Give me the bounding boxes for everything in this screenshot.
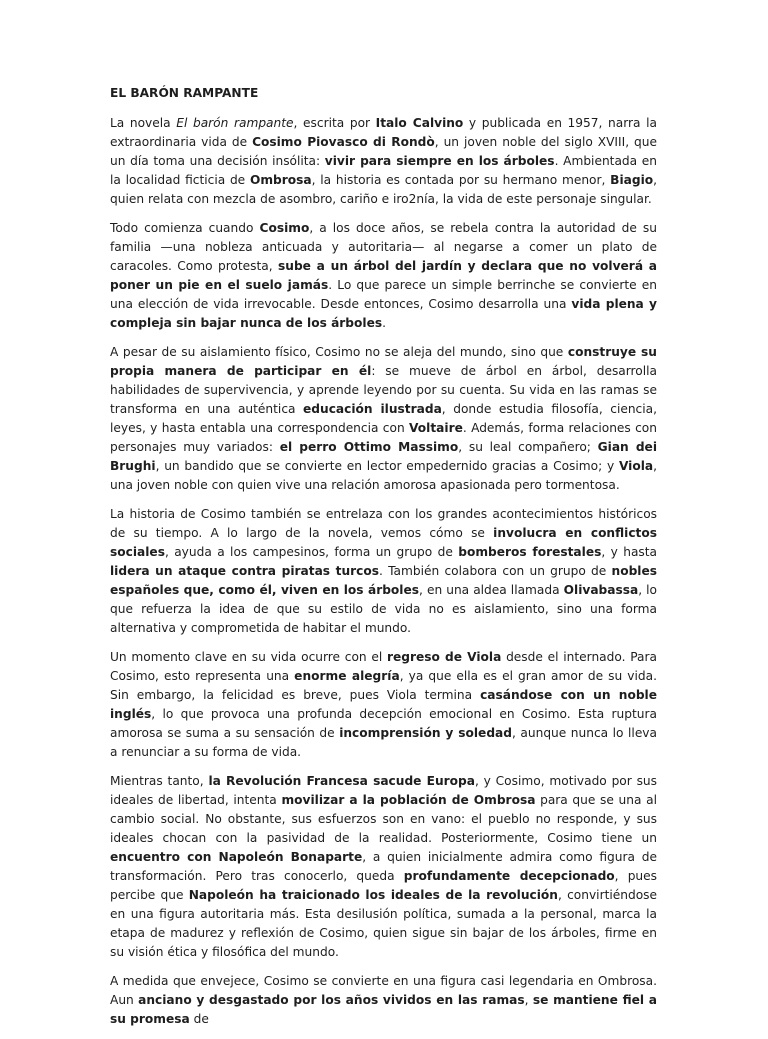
paragraph-text: , un joven noble del siglo XVIII, que un día toma una decisión insólita: <box>110 135 657 168</box>
bold-text: profundamente decepcionado <box>403 869 615 883</box>
bold-text: casándose con un noble inglés <box>110 688 658 721</box>
paragraph-text: , lo que refuerza la idea de que su estilo de vida no es aislamiento, sino una forma alternativa y comprometida de habitar el mundo. <box>110 583 658 635</box>
bold-text: anciano y desgastado por los años vividos en las ramas <box>138 993 525 1007</box>
paragraph-text: de <box>189 1012 209 1026</box>
paragraph <box>110 114 657 209</box>
bold-text: el perro Ottimo Massimo <box>279 440 459 454</box>
bold-text: educación ilustrada <box>303 402 442 416</box>
bold-text: regreso de Viola <box>387 650 502 664</box>
paragraph-text: , su leal compañero; <box>458 440 598 454</box>
bold-text: Cosimo <box>259 221 310 235</box>
paragraph-text: : se mueve de árbol en árbol, desarrolla habilidades de supervivencia, y aprende leyendo por su cuenta. Su vida en las ramas se transforma en una auténtica <box>110 364 657 416</box>
bold-text: bomberos forestales <box>458 545 602 559</box>
bold-text: se mantiene fiel a su promesa <box>110 993 657 1026</box>
document-page <box>110 84 657 1039</box>
paragraph-text: , escrita por <box>293 116 376 130</box>
paragraph-text: La novela <box>110 116 177 130</box>
paragraph-text: , en una aldea llamada <box>419 583 564 597</box>
paragraph-text: , una joven noble con quien vive una relación amorosa apasionada pero tormentosa. <box>110 459 657 492</box>
paragraph <box>110 505 657 638</box>
paragraph-text: y publicada en 1957, narra la extraordinaria vida de <box>110 116 657 149</box>
paragraph-text: , ayuda a los campesinos, forma un grupo de <box>164 545 459 559</box>
paragraph-text: La historia de Cosimo también se entrelaza con los grandes acontecimientos históricos de su tiempo. A lo largo de la novela, vemos cómo se <box>110 507 657 540</box>
paragraph-text: desde el internado. Para Cosimo, esto representa una <box>110 650 657 683</box>
paragraph-text: . También colabora con un grupo de <box>379 564 612 578</box>
paragraph-text: , a quien inicialmente admira como figura de transformación. Pero tras conocerlo, queda <box>110 850 657 883</box>
paragraph-text: . <box>382 316 386 330</box>
document-body <box>110 114 657 1029</box>
paragraph-text: Mientras tanto, <box>110 774 209 788</box>
bold-text: Cosimo Piovasco di Rondò <box>252 135 435 149</box>
paragraph-text: , convirtiéndose en una figura autoritaria más. Esta desilusión política, sumada a la personal, marca la etapa de madurez y reflexión de Cosimo, quien sigue sin bajar de los árboles, firme en su visión ética y filosófica del mundo. <box>110 888 658 959</box>
bold-text: Biagio <box>610 173 654 187</box>
paragraph-text: , y hasta <box>601 545 658 559</box>
bold-text: movilizar a la población de Ombrosa <box>281 793 536 807</box>
bold-text: nobles españoles que, como él, viven en los árboles <box>110 564 658 597</box>
paragraph-text: , pues percibe que <box>110 869 657 902</box>
paragraph-text: A medida que envejece, Cosimo se convierte en una figura casi legendaria en Ombrosa. Aun <box>110 974 657 1007</box>
paragraph-text: , quien relata con mezcla de asombro, cariño e iro2nía, la vida de este personaje singular. <box>110 173 657 206</box>
bold-text: incomprensión y soledad <box>339 726 512 740</box>
paragraph-text: Todo comienza cuando <box>110 221 260 235</box>
bold-text: vivir para siempre en los árboles <box>324 154 555 168</box>
paragraph-text: . Lo que parece un simple berrinche se convierte en una elección de vida irrevocable. Desde entonces, Cosimo desarrolla una <box>110 278 657 311</box>
paragraph-text: , aunque nunca lo lleva a renunciar a su forma de vida. <box>110 726 657 759</box>
paragraph-text: , a los doce años, se rebela contra la autoridad de su familia —una nobleza anticuada y autoritaria— al negarse a comer un plato de caracoles. Como protesta, <box>110 221 657 273</box>
paragraph <box>110 648 657 762</box>
bold-text: Gian dei Brughi <box>110 440 657 473</box>
bold-text: Napoleón ha traicionado los ideales de la revolución <box>188 888 558 902</box>
paragraph-text: , donde estudia filosofía, ciencia, leyes, y hasta entabla una correspondencia con <box>110 402 657 435</box>
paragraph-text: . Además, forma relaciones con personajes muy variados: <box>110 421 657 454</box>
paragraph-text: , y Cosimo, motivado por sus ideales de libertad, intenta <box>110 774 658 807</box>
paragraph <box>110 772 657 962</box>
paragraph-text: , ya que ella es el gran amor de su vida. Sin embargo, la felicidad es breve, pues Viola termina <box>110 669 657 702</box>
bold-text: Ombrosa <box>249 173 312 187</box>
bold-text: enorme alegría <box>294 669 400 683</box>
bold-text: vida plena y compleja sin bajar nunca de los árboles <box>110 297 657 330</box>
bold-text: involucra en conflictos sociales <box>110 526 658 559</box>
bold-text: Olivabassa <box>563 583 639 597</box>
paragraph-text: . Ambientada en la localidad ficticia de <box>110 154 658 187</box>
italic-text: El barón rampante <box>176 116 294 130</box>
paragraph-text: Un momento clave en su vida ocurre con el <box>110 650 388 664</box>
bold-text: Viola <box>618 459 654 473</box>
bold-text: Italo Calvino <box>375 116 464 130</box>
document-title: EL BARÓN RAMPANTE <box>110 86 259 100</box>
bold-text: lidera un ataque contra piratas turcos <box>110 564 380 578</box>
bold-text: construye su propia manera de participar en él <box>110 345 657 378</box>
bold-text: encuentro con Napoleón Bonaparte <box>110 850 363 864</box>
bold-text: la Revolución Francesa sacude Europa <box>208 774 475 788</box>
paragraph <box>110 972 657 1029</box>
paragraph <box>110 343 657 495</box>
paragraph <box>110 219 657 333</box>
paragraph-text: A pesar de su aislamiento físico, Cosimo no se aleja del mundo, sino que <box>110 345 568 359</box>
paragraph-text: para que se una al cambio social. No obstante, sus esfuerzos son en vano: el pueblo no responde, y sus ideales chocan con la pasividad de la realidad. Posteriormente, Cosimo tiene un <box>110 793 657 845</box>
paragraph-text: , la historia es contada por su hermano menor, <box>311 173 611 187</box>
bold-text: Voltaire <box>409 421 463 435</box>
paragraph-text: , un bandido que se convierte en lector empedernido gracias a Cosimo; y <box>155 459 619 473</box>
paragraph-text: , lo que provoca una profunda decepción emocional en Cosimo. Esta ruptura amorosa se suma a su sensación de <box>110 707 657 740</box>
bold-text: sube a un árbol del jardín y declara que no volverá a poner un pie en el suelo jamás <box>110 259 658 292</box>
paragraph-text: , <box>524 993 533 1007</box>
